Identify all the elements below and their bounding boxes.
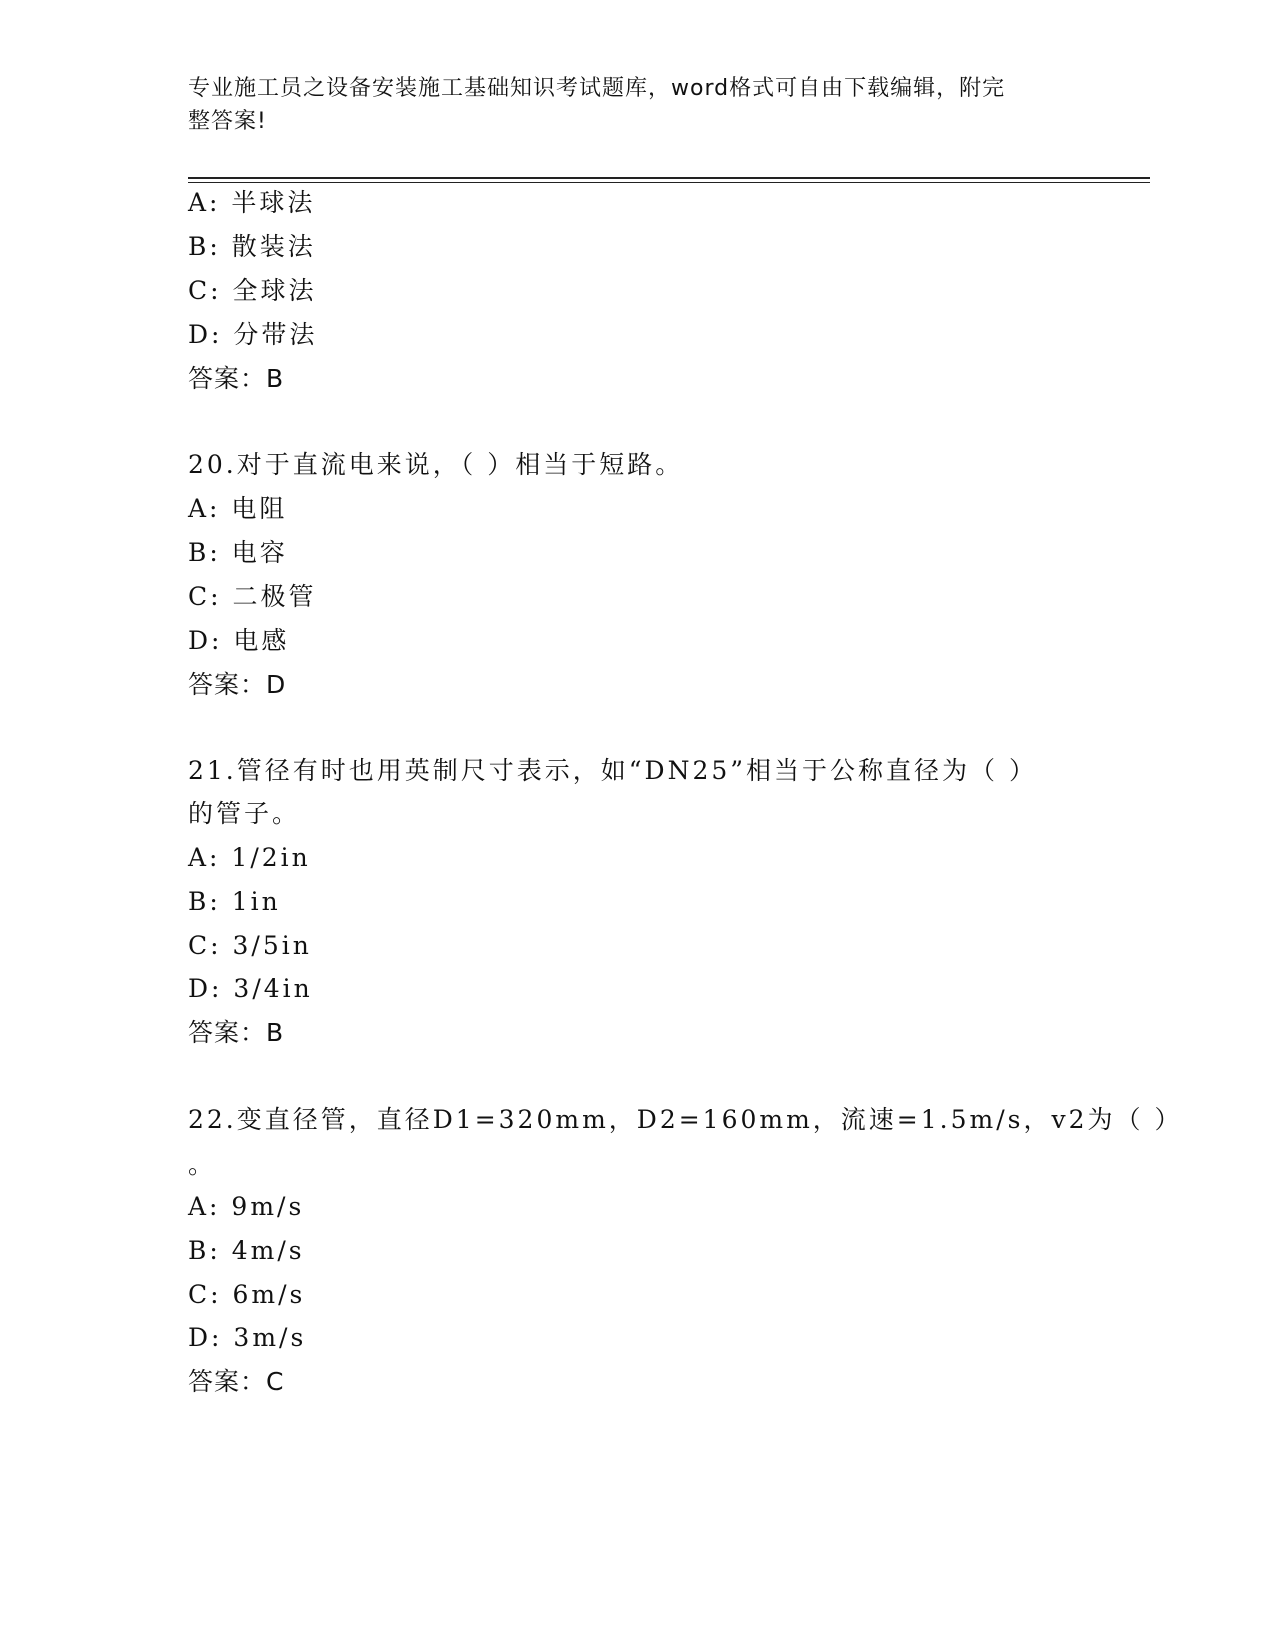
q21-option-d: D: 3/4in (188, 974, 313, 1003)
q20-option-b: B: 电容 (188, 538, 288, 567)
q21-option-b: B: 1in (188, 887, 281, 916)
q21-stem-line-2: 的管子。 (188, 799, 301, 828)
q22-answer: 答案：C (188, 1367, 285, 1396)
q20-option-d: D: 电感 (188, 626, 290, 655)
q22-option-c: C: 6m/s (188, 1280, 306, 1309)
q19-option-c: C: 全球法 (188, 276, 317, 305)
q20-option-c: C: 二极管 (188, 582, 317, 611)
header-line-1: 专业施工员之设备安装施工基础知识考试题库，word格式可自由下载编辑，附完 (188, 76, 1006, 101)
q19-answer: 答案：B (188, 364, 285, 393)
q21-option-c: C: 3/5in (188, 931, 312, 960)
q20-option-a: A: 电阻 (188, 494, 288, 523)
header-divider-thick (188, 177, 1150, 179)
q19-option-d: D: 分带法 (188, 320, 318, 349)
q21-stem-line-1: 21.管径有时也用英制尺寸表示，如“DN25”相当于公称直径为（ ） (188, 756, 1037, 785)
q19-option-b: B: 散装法 (188, 232, 316, 261)
q20-answer: 答案：D (188, 670, 287, 699)
q22-stem-line-2: 。 (188, 1150, 217, 1179)
q21-answer: 答案：B (188, 1018, 285, 1047)
q22-option-b: B: 4m/s (188, 1236, 305, 1265)
q21-option-a: A: 1/2in (188, 843, 311, 872)
q22-option-d: D: 3m/s (188, 1323, 307, 1352)
q22-stem-line-1: 22.变直径管，直径D1=320mm，D2=160mm，流速=1.5m/s，v2为（ ） (188, 1105, 1183, 1134)
header-divider-thin (188, 182, 1150, 183)
q19-option-a: A: 半球法 (188, 188, 316, 217)
header-line-2: 整答案! (188, 109, 267, 134)
q22-option-a: A: 9m/s (188, 1192, 305, 1221)
q20-stem: 20.对于直流电来说，（ ）相当于短路。 (188, 450, 684, 479)
document-header (188, 72, 1068, 138)
